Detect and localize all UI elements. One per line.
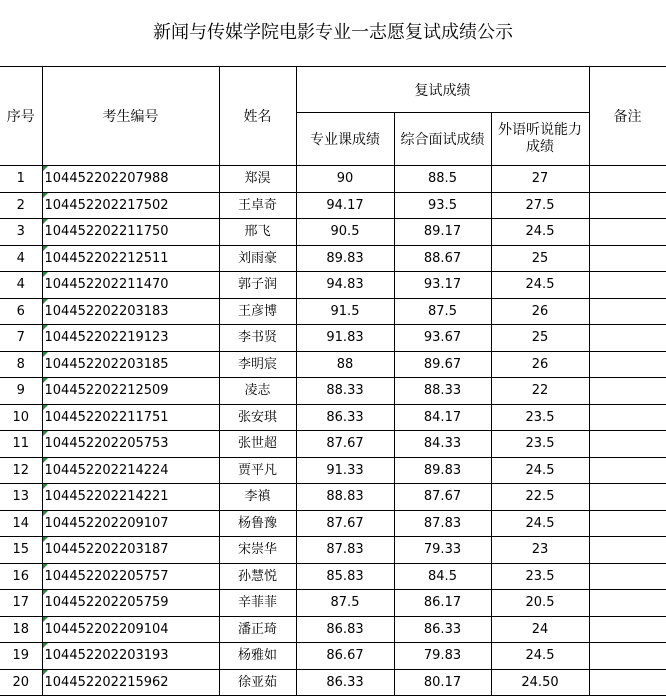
- row-name: 贾平凡: [219, 457, 296, 484]
- row-foreign-score: 24.5: [491, 272, 589, 299]
- row-interview-score: 89.83: [394, 457, 491, 484]
- row-seq: 4: [0, 245, 42, 272]
- row-remark: [589, 378, 666, 405]
- row-name: 张世超: [219, 431, 296, 458]
- row-remark: [589, 616, 666, 643]
- row-name: 孙慧悦: [219, 563, 296, 590]
- row-interview-score: 93.5: [394, 192, 491, 219]
- header-seq: 序号: [0, 67, 42, 166]
- row-name: 李禛: [219, 484, 296, 511]
- row-seq: 15: [0, 537, 42, 564]
- table-row: [0, 325, 666, 352]
- row-exam-id: 104452202211751: [42, 404, 219, 431]
- table-row: [0, 431, 666, 458]
- table-row: [0, 457, 666, 484]
- header-exam-id: 考生编号: [42, 67, 219, 166]
- row-remark: [589, 431, 666, 458]
- row-interview-score: 86.17: [394, 590, 491, 617]
- row-name: 凌志: [219, 378, 296, 405]
- row-interview-score: 93.17: [394, 272, 491, 299]
- table-row: [0, 590, 666, 617]
- table-row: [0, 272, 666, 299]
- table-row: [0, 510, 666, 537]
- table-row: [0, 404, 666, 431]
- row-exam-id: 104452202203185: [42, 351, 219, 378]
- table-row: [0, 378, 666, 405]
- row-major-score: 87.5: [296, 590, 394, 617]
- row-interview-score: 79.83: [394, 643, 491, 670]
- row-seq: 20: [0, 669, 42, 696]
- row-interview-score: 93.67: [394, 325, 491, 352]
- row-exam-id: 104452202205753: [42, 431, 219, 458]
- header-major-score: 专业课成绩: [296, 113, 394, 166]
- row-seq: 1: [0, 166, 42, 193]
- row-foreign-score: 24.5: [491, 219, 589, 246]
- row-foreign-score: 22.5: [491, 484, 589, 511]
- row-exam-id: 104452202209107: [42, 510, 219, 537]
- header-remark: 备注: [589, 67, 666, 166]
- row-major-score: 94.83: [296, 272, 394, 299]
- row-foreign-score: 26: [491, 298, 589, 325]
- row-exam-id: 104452202203183: [42, 298, 219, 325]
- row-interview-score: 84.33: [394, 431, 491, 458]
- row-foreign-score: 23.5: [491, 404, 589, 431]
- row-name: 刘雨豪: [219, 245, 296, 272]
- row-interview-score: 87.5: [394, 298, 491, 325]
- row-seq: 17: [0, 590, 42, 617]
- row-seq: 7: [0, 325, 42, 352]
- table-row: [0, 351, 666, 378]
- row-major-score: 86.33: [296, 669, 394, 696]
- row-foreign-score: 23.5: [491, 431, 589, 458]
- row-exam-id: 104452202215962: [42, 669, 219, 696]
- row-interview-score: 89.67: [394, 351, 491, 378]
- row-exam-id: 104452202203193: [42, 643, 219, 670]
- row-foreign-score: 25: [491, 245, 589, 272]
- row-remark: [589, 166, 666, 193]
- row-name: 郑淏: [219, 166, 296, 193]
- row-seq: 8: [0, 351, 42, 378]
- table-row: [0, 484, 666, 511]
- table-row: [0, 563, 666, 590]
- row-remark: [589, 563, 666, 590]
- row-remark: [589, 272, 666, 299]
- row-exam-id: 104452202207988: [42, 166, 219, 193]
- row-interview-score: 80.17: [394, 669, 491, 696]
- row-seq: 12: [0, 457, 42, 484]
- row-foreign-score: 23.5: [491, 563, 589, 590]
- table-row: [0, 669, 666, 696]
- row-seq: 10: [0, 404, 42, 431]
- row-name: 辛菲菲: [219, 590, 296, 617]
- row-name: 杨鲁豫: [219, 510, 296, 537]
- row-major-score: 87.67: [296, 431, 394, 458]
- row-major-score: 90: [296, 166, 394, 193]
- row-remark: [589, 590, 666, 617]
- row-remark: [589, 404, 666, 431]
- row-foreign-score: 25: [491, 325, 589, 352]
- row-name: 李书贤: [219, 325, 296, 352]
- table-row: [0, 219, 666, 246]
- row-interview-score: 88.33: [394, 378, 491, 405]
- row-interview-score: 86.33: [394, 616, 491, 643]
- row-remark: [589, 457, 666, 484]
- row-interview-score: 84.5: [394, 563, 491, 590]
- row-foreign-score: 24.5: [491, 643, 589, 670]
- row-foreign-score: 24.50: [491, 669, 589, 696]
- row-foreign-score: 24.5: [491, 457, 589, 484]
- row-remark: [589, 298, 666, 325]
- table-row: [0, 643, 666, 670]
- score-table: [0, 66, 666, 696]
- table-row: [0, 298, 666, 325]
- row-interview-score: 87.83: [394, 510, 491, 537]
- row-exam-id: 104452202205757: [42, 563, 219, 590]
- row-major-score: 91.33: [296, 457, 394, 484]
- header-interview-score: 综合面试成绩: [394, 113, 491, 166]
- row-remark: [589, 484, 666, 511]
- row-seq: 4: [0, 272, 42, 299]
- row-major-score: 85.83: [296, 563, 394, 590]
- row-exam-id: 104452202211750: [42, 219, 219, 246]
- row-name: 邢飞: [219, 219, 296, 246]
- table-row: [0, 166, 666, 193]
- row-exam-id: 104452202212511: [42, 245, 219, 272]
- header-retest-group: 复试成绩: [296, 67, 589, 113]
- header-name: 姓名: [219, 67, 296, 166]
- row-seq: 14: [0, 510, 42, 537]
- row-foreign-score: 24.5: [491, 510, 589, 537]
- row-foreign-score: 20.5: [491, 590, 589, 617]
- row-major-score: 87.67: [296, 510, 394, 537]
- row-major-score: 91.83: [296, 325, 394, 352]
- row-remark: [589, 245, 666, 272]
- row-exam-id: 104452202219123: [42, 325, 219, 352]
- row-exam-id: 104452202211470: [42, 272, 219, 299]
- row-name: 李明宸: [219, 351, 296, 378]
- row-foreign-score: 27: [491, 166, 589, 193]
- table-row: [0, 192, 666, 219]
- row-exam-id: 104452202203187: [42, 537, 219, 564]
- row-exam-id: 104452202214221: [42, 484, 219, 511]
- row-interview-score: 88.5: [394, 166, 491, 193]
- row-name: 张安琪: [219, 404, 296, 431]
- row-name: 徐亚茹: [219, 669, 296, 696]
- row-seq: 19: [0, 643, 42, 670]
- row-major-score: 91.5: [296, 298, 394, 325]
- row-seq: 16: [0, 563, 42, 590]
- row-remark: [589, 537, 666, 564]
- row-name: 郭子润: [219, 272, 296, 299]
- row-major-score: 94.17: [296, 192, 394, 219]
- table-row: [0, 245, 666, 272]
- row-remark: [589, 351, 666, 378]
- row-interview-score: 88.67: [394, 245, 491, 272]
- row-remark: [589, 510, 666, 537]
- row-exam-id: 104452202212509: [42, 378, 219, 405]
- row-remark: [589, 219, 666, 246]
- row-exam-id: 104452202217502: [42, 192, 219, 219]
- header-foreign-score: 外语听说能力成绩: [491, 113, 589, 166]
- row-seq: 18: [0, 616, 42, 643]
- row-foreign-score: 27.5: [491, 192, 589, 219]
- row-exam-id: 104452202205759: [42, 590, 219, 617]
- row-foreign-score: 23: [491, 537, 589, 564]
- row-name: 潘正琦: [219, 616, 296, 643]
- table-row: [0, 537, 666, 564]
- row-major-score: 89.83: [296, 245, 394, 272]
- row-name: 宋崇华: [219, 537, 296, 564]
- row-interview-score: 87.67: [394, 484, 491, 511]
- row-remark: [589, 192, 666, 219]
- row-interview-score: 84.17: [394, 404, 491, 431]
- row-name: 杨雅如: [219, 643, 296, 670]
- row-major-score: 86.83: [296, 616, 394, 643]
- table-row: [0, 616, 666, 643]
- page-title: 新闻与传媒学院电影专业一志愿复试成绩公示: [153, 22, 513, 43]
- row-exam-id: 104452202214224: [42, 457, 219, 484]
- row-remark: [589, 669, 666, 696]
- row-interview-score: 89.17: [394, 219, 491, 246]
- row-seq: 6: [0, 298, 42, 325]
- row-interview-score: 79.33: [394, 537, 491, 564]
- row-major-score: 87.83: [296, 537, 394, 564]
- row-foreign-score: 24: [491, 616, 589, 643]
- row-foreign-score: 22: [491, 378, 589, 405]
- row-major-score: 88.83: [296, 484, 394, 511]
- row-name: 王彦博: [219, 298, 296, 325]
- row-major-score: 86.33: [296, 404, 394, 431]
- row-seq: 9: [0, 378, 42, 405]
- row-foreign-score: 26: [491, 351, 589, 378]
- row-major-score: 86.67: [296, 643, 394, 670]
- row-name: 王卓奇: [219, 192, 296, 219]
- row-seq: 3: [0, 219, 42, 246]
- row-major-score: 88: [296, 351, 394, 378]
- row-seq: 13: [0, 484, 42, 511]
- row-remark: [589, 643, 666, 670]
- row-major-score: 90.5: [296, 219, 394, 246]
- row-remark: [589, 325, 666, 352]
- row-exam-id: 104452202209104: [42, 616, 219, 643]
- row-seq: 11: [0, 431, 42, 458]
- row-major-score: 88.33: [296, 378, 394, 405]
- row-seq: 2: [0, 192, 42, 219]
